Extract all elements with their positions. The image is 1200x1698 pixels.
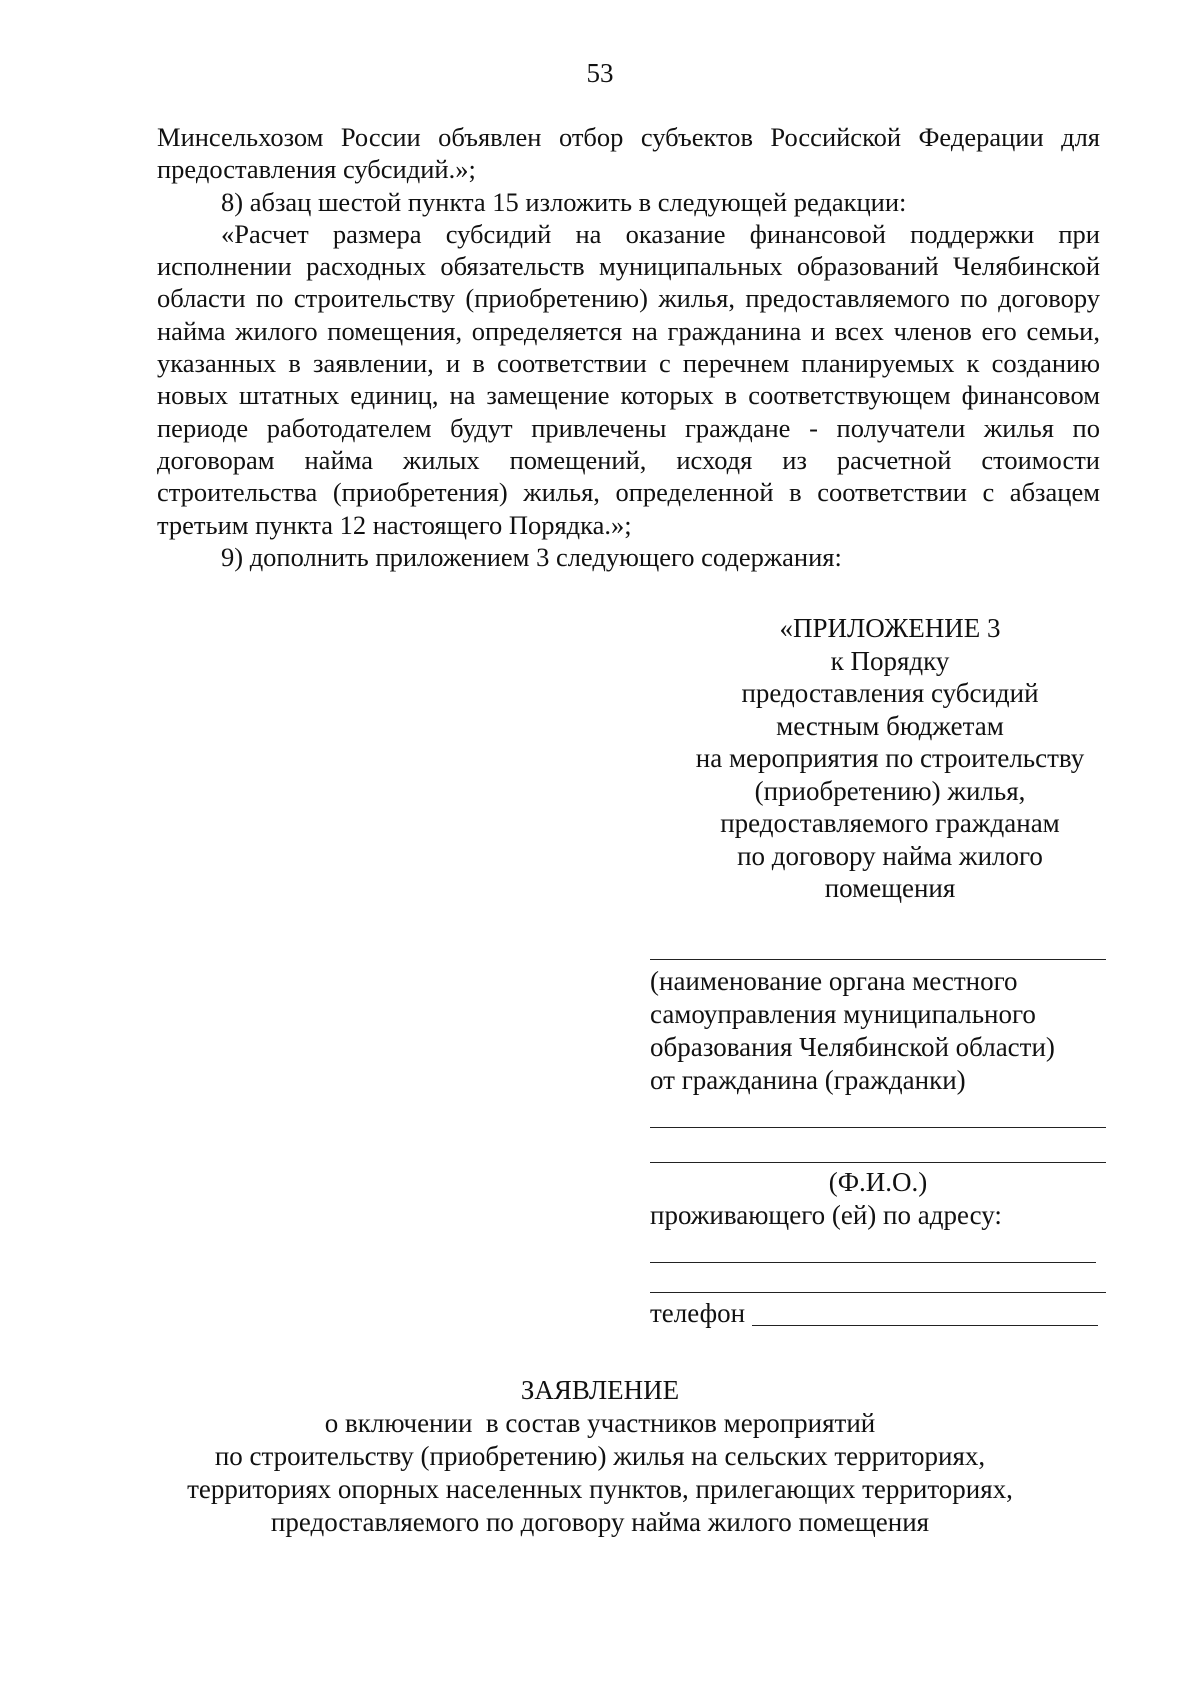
paragraph-3: «Расчет размера субсидий на оказание финансовой поддержки при исполнении расходных обязательств муниципальных образований Челябинской области по строительству (приобретению) жилья, предоставляемого по договору найма жилого помещения, определяется на гражданина и всех членов его семьи, указанных в заявлении, и в соответствии с перечнем планируемых к созданию новых штатных единиц, на замещение которых в соответствующем финансовом периоде работодателем будут привлечены граждане - получатели жилья по договорам найма жилых помещений, исходя из расчетной стоимости строительства (приобретения) жилья, определенной в соответствии с абзацем третьим пункта 12 настоящего Порядка.»; — [157, 218, 1100, 540]
appendix-line: на мероприятия по строительству — [695, 743, 1085, 773]
appendix-line: предоставления субсидий — [741, 678, 1039, 708]
paragraph-1: Минсельхозом России объявлен отбор субъектов Российской Федерации для предоставления субсидий.»; — [157, 122, 1100, 185]
address-blank-line-2[interactable] — [650, 1292, 1106, 1293]
appendix-line: местным бюджетам — [776, 710, 1004, 741]
paragraph-4: 9) дополнить приложением 3 следующего содержания: — [221, 541, 842, 572]
phone-label: телефон — [650, 1298, 746, 1328]
address-blank-line-1[interactable] — [650, 1262, 1096, 1263]
statement-line: территориях опорных населенных пунктов, прилегающих территориях, — [187, 1474, 1013, 1504]
organ-caption-line: (наименование органа местного — [650, 966, 1018, 996]
appendix-line: предоставляемого гражданам — [720, 808, 1060, 838]
organ-caption-line: образования Челябинской области) — [650, 1032, 1055, 1062]
appendix-header — [660, 612, 1120, 905]
statement-line: о включении в состав участников мероприятий — [324, 1408, 876, 1438]
fio-blank-line-2[interactable] — [650, 1162, 1106, 1163]
body-text — [157, 121, 1100, 573]
phone-blank-line[interactable] — [752, 1325, 1098, 1326]
statement-line: по строительству (приобретению) жилья на сельских территориях, — [214, 1441, 986, 1471]
page-number: 53 — [586, 58, 614, 88]
organ-caption-line: самоуправления муниципального — [650, 999, 1036, 1029]
citizen-from-label: от гражданина (гражданки) — [650, 1065, 966, 1095]
organ-name-blank-line[interactable] — [650, 959, 1106, 960]
fio-blank-line-1[interactable] — [650, 1127, 1106, 1128]
appendix-line: к Порядку — [830, 645, 950, 676]
statement-line: предоставляемого по договору найма жилого помещения — [270, 1507, 930, 1537]
statement-title: ЗАЯВЛЕНИЕ — [520, 1375, 680, 1405]
appendix-line: (приобретению) жилья, — [754, 775, 1026, 806]
fio-caption: (Ф.И.О.) — [828, 1167, 928, 1197]
appendix-line: помещения — [824, 873, 956, 903]
paragraph-2: 8) абзац шестой пункта 15 изложить в следующей редакции: — [221, 186, 907, 217]
appendix-line: по договору найма жилого — [737, 840, 1043, 871]
appendix-line: «ПРИЛОЖЕНИЕ 3 — [779, 613, 1001, 643]
statement-block — [0, 1374, 1200, 1539]
address-label: проживающего (ей) по адресу: — [650, 1200, 1002, 1230]
